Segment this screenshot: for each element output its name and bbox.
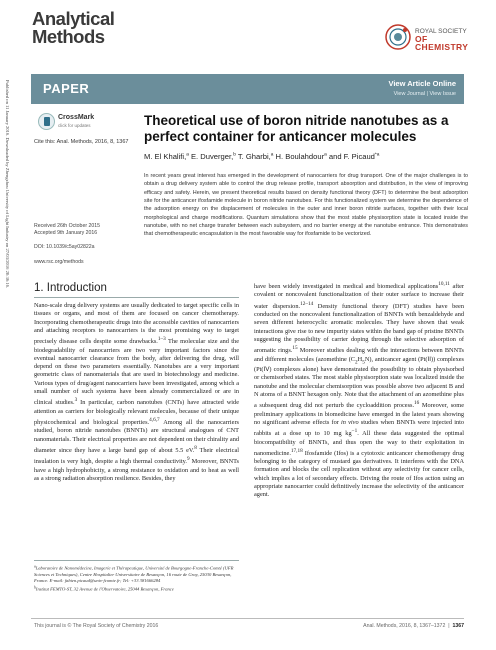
page-number: 1367 [452, 623, 464, 629]
rsc-emblem-icon [383, 22, 413, 52]
journal-url-link[interactable]: www.rsc.org/methods [34, 259, 84, 265]
footnote-a: $^a$Laboratoire de Nanomédecine, Imagerie et Thérapeutique, Université de Bourgogne-Franche-Comté (UFR Sciences et Techniques), Centre Hospitalier Universitaire de Besançon, 16 route de Gray, 25030 Besançon, France. E-mail: fabien.picaud@univ-fcomte.fr; Tel: +33 381666284 [34, 564, 234, 584]
body-column-right [254, 280, 464, 500]
article-type-label: PAPER [43, 81, 90, 96]
publisher-line1: ROYAL SOCIETY [415, 28, 467, 35]
crossmark-badge[interactable] [38, 113, 108, 133]
footnote-divider [34, 560, 239, 561]
footnote-b: $^b$Institut FEMTO-ST, 32 Avenue de l'Observatoire, 25044 Besançon, France [34, 585, 174, 592]
footer-divider [31, 618, 464, 619]
section-heading: 1. Introduction [34, 282, 107, 294]
view-journal-issue-link[interactable]: View Journal | View Issue [393, 91, 456, 97]
journal-name-line2: Methods [32, 26, 105, 47]
footer-journal-citation: Anal. Methods, 2016, 8, 1367–1372 [363, 623, 446, 629]
rsc-logo[interactable] [383, 22, 473, 62]
crossmark-label: CrossMark [58, 114, 95, 121]
body-column-left [34, 302, 239, 483]
received-date: Received 26th October 2015 [34, 223, 101, 229]
affiliation-footnotes [34, 563, 239, 593]
copyright-line: This journal is © The Royal Society of Chemistry 2016 [34, 623, 159, 629]
author-list: M. El Khalifi,$^a$ E. Duverger,$^b$ T. Gharbi,$^a$ H. Boulahdour$^a$ and F. Picaud$^{*a}$ [144, 152, 380, 161]
abstract: In recent years great interest has emerged in the development of nanocarriers for drug transport. One of the major challenges is to obtain a drug delivery system able to control the drug release profile, transport absorption and distribution, in the view of improving efficacy and safety. Herein, we present theoretical results based on density functional theory (DFT) to determine the best adsorption site for the anticancer ifosfamide molecule in boron nitride nanotubes. For this functionalized system we determine the dependence of the adsorption energy on the displacement of molecules in the outer and inner boron nitride surfaces, together with their local morphological and charge modifications. Quantum simulations show that the most stable physisorption state is located inside the nanotube, with no net charge transfer between each subsystem, and no barrier energy at the nanotube entrance. This demonstrates that chemotherapeutic encapsulation is the most favorable way for ifosfamide to be vectorized. [144, 173, 468, 238]
intro-paragraph-2: have been widely investigated in medical and biomedical applications$^{10,11}$ after covalent or noncovalent functionalization of their outer surface to increase their water dispersion.$^{12-14}$ Density functional theory (DFT) studies have been conducted on the noncovalent functionalization of BNNTs with benzaldehyde and seven different heterocyclic aromatic molecules. They have shown that weak interactions give rise to new impurity states within the band gap of pristine BNNTs suggesting the possibility of carrier doping through the selective adsorption of aromatic rings.$^{15}$ Moreover studies dealing with the interactions between BNNTs and different molecules (azomethine $(C_2H_5N)$, anticancer agent (Pt(II)) complexes (Pt(IV) complexes alone) have demonstrated the possibility to obtain physisorbed or chemisorbed states. The most stable physisorption state was localized inside the nanotube and the molecular chemisorption was possible above two adjacent B and N atoms of a BNNT hexagon only. Note that the attachment of an azomethine plus a subsequent drug did not perturb the cycloaddition process.$^{16}$ Moreover, some preliminary applications in biomedicine have emerged in the latest years showing no significant adverse effects for in vivo studies when BNNTs were injected into rabbits at a dose up to 10 mg $kg^{-1}$. All these data suggested the optimal biocompatibility of BNNTs, and thus open the way to their exploitation in nanomedicine.$^{17,18}$ Ifosfamide (Ifos) is a cytotoxic anticancer chemotherapy drug belonging to the category of mustard gas derivatives. It interferes with the DNA formation and blocks the cell replication without any selectivity for cancer cells, which implies a lot of secondary effects. Driving the route of Ifos action using an appropriate nanocarrier could definitively increase the selectivity of the anticancer agent. [254, 281, 465, 499]
article-type-banner [31, 74, 464, 104]
footer-citation: Anal. Methods, 2016, 8, 1367–1372 | 1367 [363, 623, 464, 629]
journal-name-line1: Analytical [32, 8, 115, 29]
view-article-online-link[interactable]: View Article Online [388, 79, 456, 88]
intro-paragraph-1: Nano-scale drug delivery systems are usually dedicated to target specific cells in tissues or organs, and most of them are focused on cancer chemotherapy. Incorporating chemotherapeutic drugs into the accessible cavities of nanocarriers and attaching receptors to nanocarriers is the most promising way to target precisely disease cells despite some drawbacks.$^{1-3}$ The molecular size and the biodegradability of nanocarriers are two very important factors since the eventual nanocarrier clearance from the body, after delivering the drug, will depend on these two parameters essentially. Nanotubes are a very important geometric class of nanomaterials that are used in biotechnology and medicine. Various types of drug/agent nanocarriers have been investigated, among which a small number of such systems have been already commercialized or are in clinical studies.$^3$ In particular, carbon nanotubes (CNTs) have attracted wide attention as carriers for biologically relevant molecules, because of their unique physicochemical and biological properties.$^{4,6,7}$ Among all the nanocarriers studied, boron nitride nanotubes (BNNTs) are structural analogues of CNT nanomaterials. Their electrical properties are not dependent on their chirality and diameter since they have a large band gap of about 5.5 eV.$^8$ Their electrical insulation is very high, despite a high thermal conductivity.$^9$ Moreover, BNNTs have a high hydrophobicity, a strong resistance to oxidation and to heat as well as a strong radiation absorption resilience. Besides, they [34, 302, 240, 482]
crossmark-sublabel: click for updates [58, 123, 91, 128]
accepted-date: Accepted 9th January 2016 [34, 230, 98, 237]
download-watermark: Published on 11 January 2016. Downloaded by Zhengzhou University of Light Industry on 27/03/2016 20:36:16. [5, 80, 10, 289]
doi-link[interactable]: DOI: 10.1039/c5ay02822a [34, 244, 95, 250]
article-history [34, 223, 101, 265]
publisher-line2: OF CHEMISTRY [415, 33, 469, 52]
citation-line: Cite this: Anal. Methods, 2016, 8, 1367 [34, 139, 129, 145]
article-title: Theoretical use of boron nitride nanotubes as a perfect container for anticancer molecules [144, 113, 449, 144]
journal-logo[interactable] [32, 10, 114, 46]
crossmark-icon [38, 113, 55, 130]
section-divider [34, 297, 239, 298]
